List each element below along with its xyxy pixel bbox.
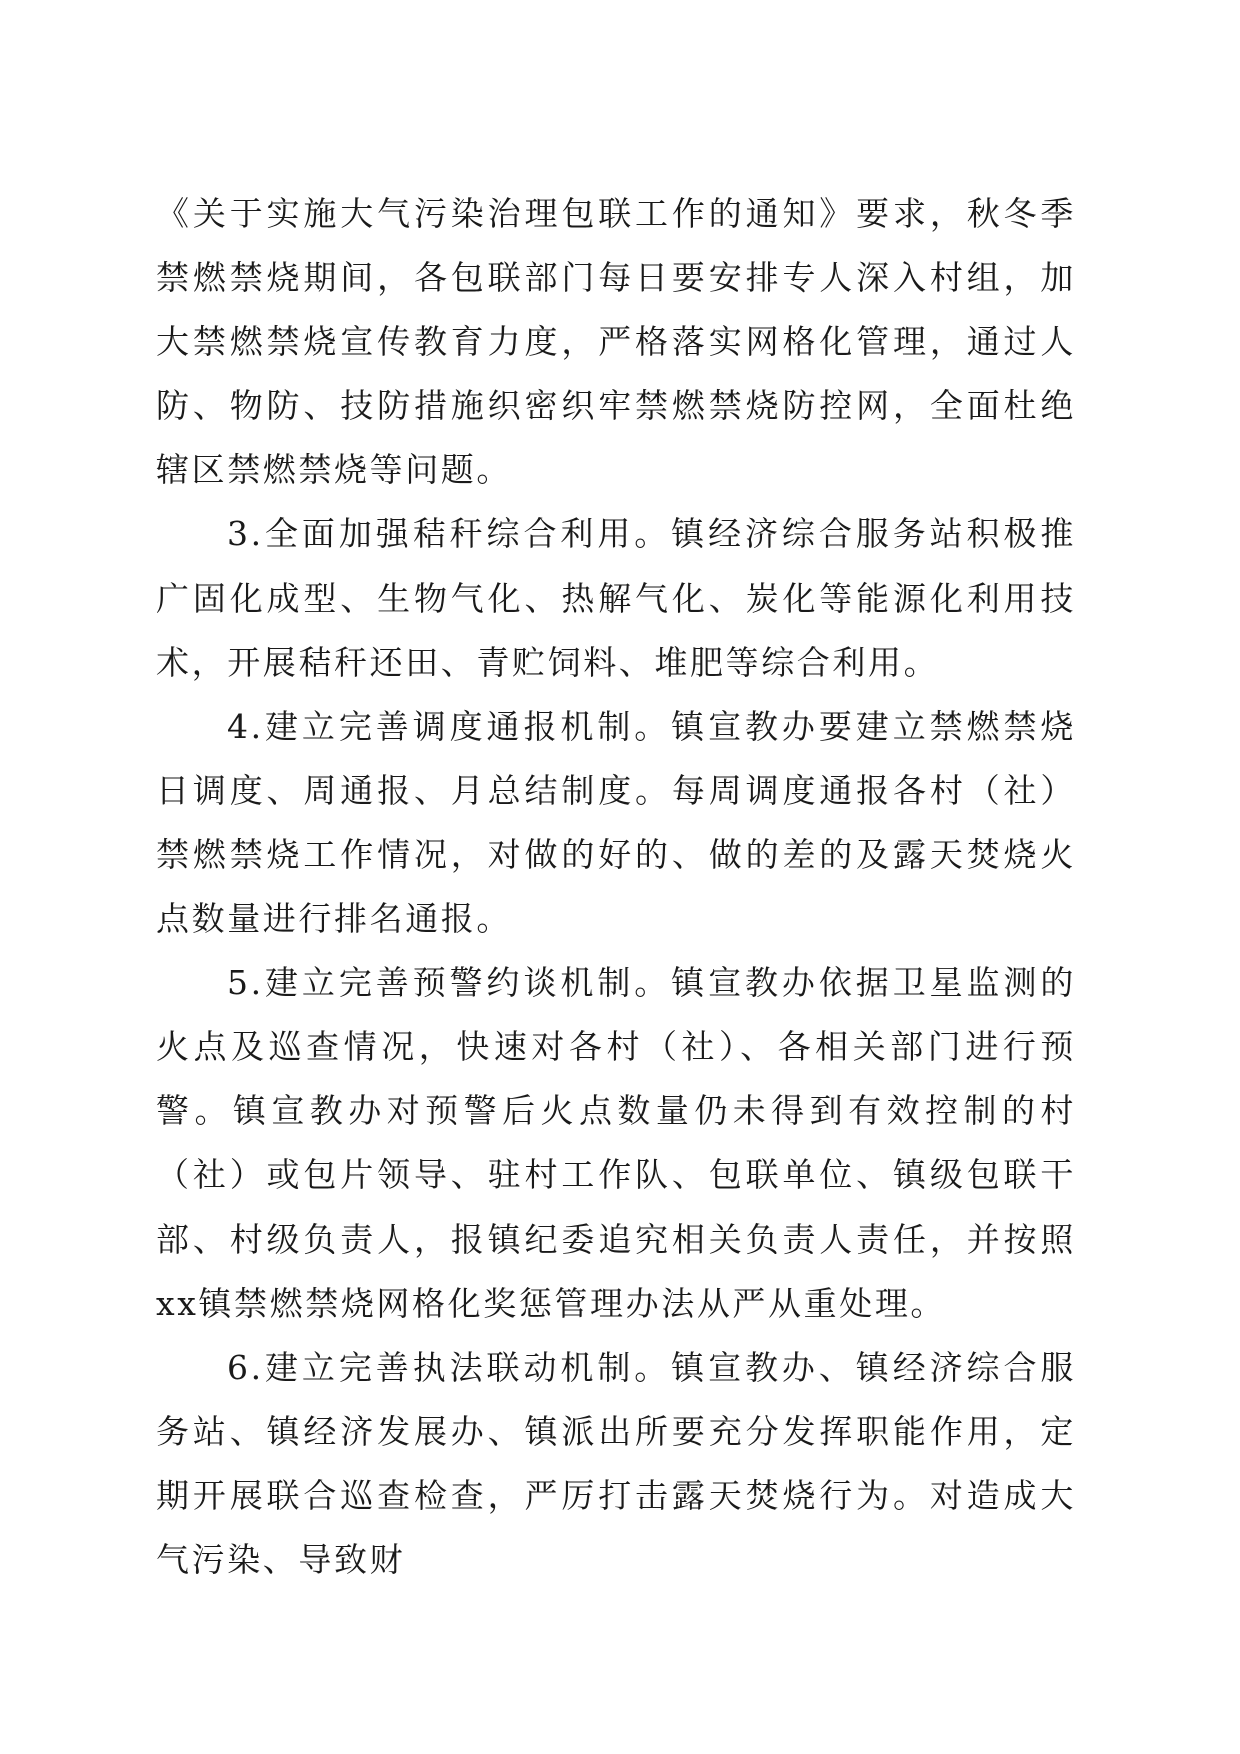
paragraph-item-6: 6.建立完善执法联动机制。镇宣教办、镇经济综合服务站、镇经济发展办、镇派出所要充分发挥职能作用，定期开展联合巡查检查，严厉打击露天焚烧行为。对造成大气污染、导致财	[156, 1347, 1076, 1579]
paragraph-item-3: 3.全面加强秸秆综合利用。镇经济综合服务站积极推广固化成型、生物气化、热解气化、炭化等能源化利用技术，开展秸秆还田、青贮饲料、堆肥等综合利用。	[156, 514, 1076, 682]
paragraph-continuation: 《关于实施大气污染治理包联工作的通知》要求，秋冬季禁燃禁烧期间，各包联部门每日要安排专人深入村组，加大禁燃禁烧宣传教育力度，严格落实网格化管理，通过人防、物防、技防措施织密织牢禁燃禁烧防控网，全面杜绝辖区禁燃禁烧等问题。	[156, 194, 1076, 490]
document-body	[156, 182, 1076, 1592]
paragraph-item-4: 4.建立完善调度通报机制。镇宣教办要建立禁燃禁烧日调度、周通报、月总结制度。每周调度通报各村（社）禁燃禁烧工作情况，对做的好的、做的差的及露天焚烧火点数量进行排名通报。	[156, 706, 1076, 939]
paragraph-item-5: 5.建立完善预警约谈机制。镇宣教办依据卫星监测的火点及巡查情况，快速对各村（社）、各相关部门进行预警。镇宣教办对预警后火点数量仍未得到有效控制的村（社）或包片领导、驻村工作队、包联单位、镇级包联干部、村级负责人，报镇纪委追究相关负责人责任，并按照xx镇禁燃禁烧网格化奖惩管理办法从严从重处理。	[156, 963, 1076, 1323]
